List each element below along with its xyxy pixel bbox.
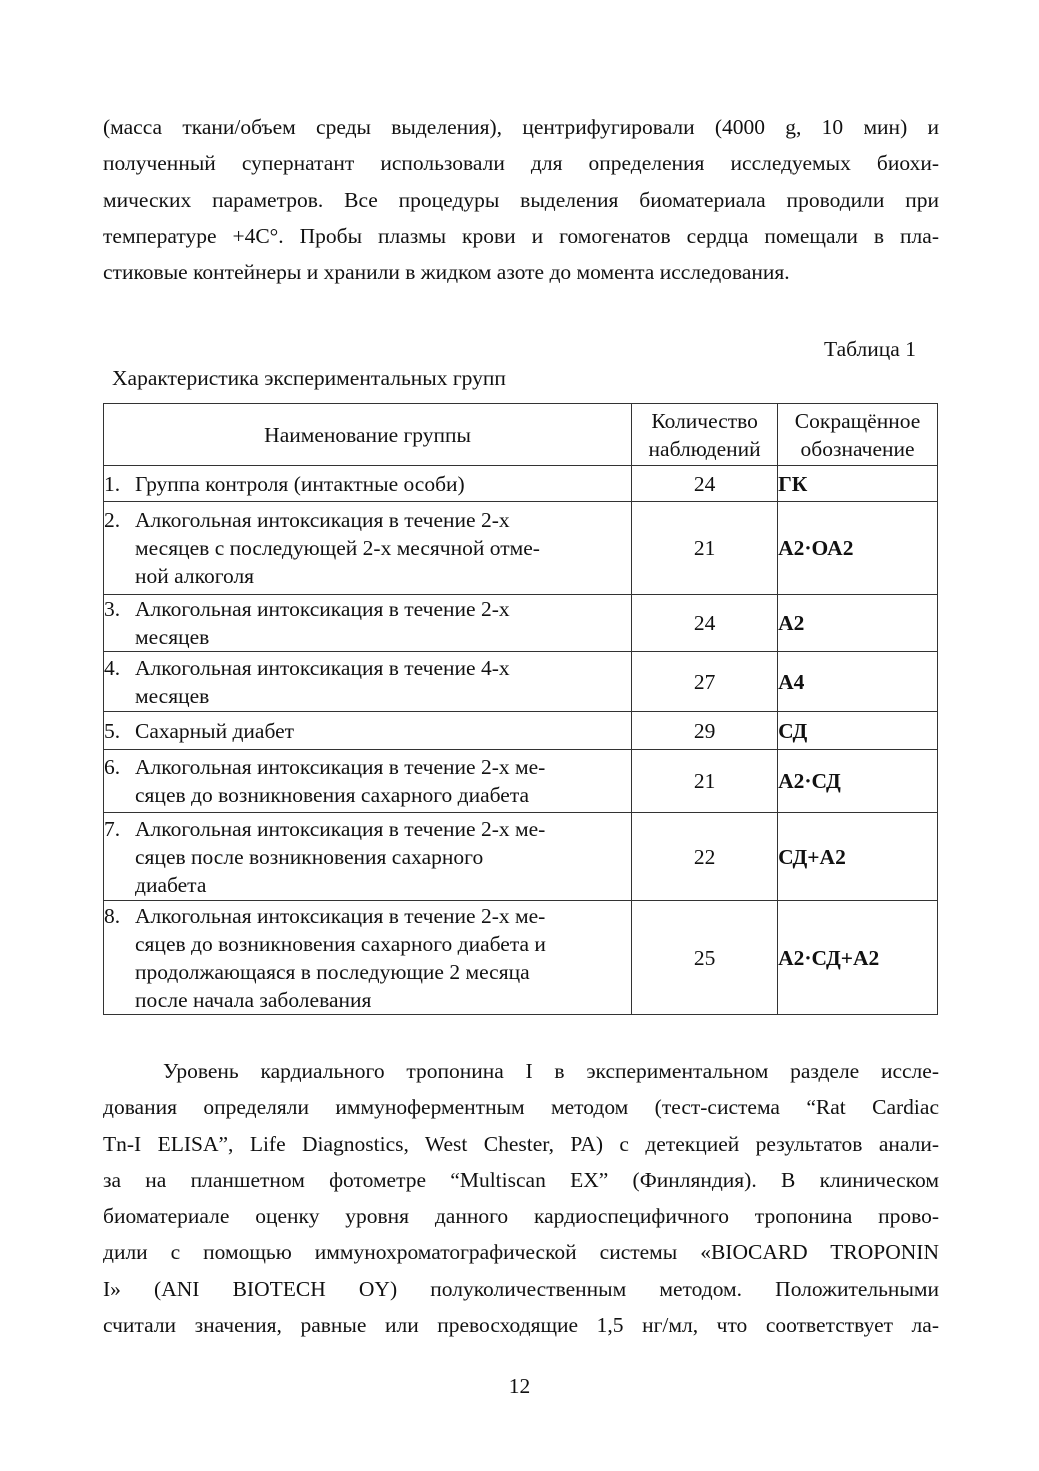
- observations-count: 21: [632, 750, 778, 813]
- group-name-line: ной алкоголя: [135, 564, 255, 588]
- header-count: [632, 404, 778, 466]
- group-name-line: Алкогольная интоксикация в течение 2-х ме-: [135, 816, 546, 841]
- group-name-cell: [104, 901, 632, 1015]
- observations-count: 24: [632, 595, 778, 652]
- header-abbr-line: Сокращённое: [794, 408, 921, 433]
- text-line: I» (ANI BIOTECH OY) полуколичественным методом. Положительными: [103, 1276, 939, 1301]
- paragraph-1: [103, 109, 939, 290]
- page-number: 12: [508, 1374, 531, 1398]
- table-row: [104, 466, 938, 502]
- text-line: считали значения, равные или превосходящие 1,5 нг/мл, что соответствует ла-: [103, 1313, 939, 1338]
- group-name-line: сяцев до возникновения сахарного диабета и: [135, 931, 546, 956]
- header-count-line: наблюдений: [648, 436, 761, 461]
- group-abbreviation: ГК: [778, 466, 938, 502]
- groups-table: [103, 403, 938, 1015]
- group-number: 4.: [104, 655, 121, 680]
- observations-count: 22: [632, 813, 778, 901]
- header-name: Наименование группы: [104, 404, 632, 466]
- group-name-cell: [104, 813, 632, 901]
- text-line: дили с помощью иммунохроматографической системы «BIOCARD TROPONIN: [103, 1240, 939, 1265]
- text-line: полученный супернатант использовали для определения исследуемых биохи-: [103, 151, 939, 176]
- group-number: 5.: [104, 718, 121, 743]
- text-line: мических параметров. Все процедуры выделения биоматериала проводили при: [103, 187, 939, 212]
- group-abbreviation: А2·ОА2: [778, 502, 938, 595]
- group-name-cell: [104, 595, 632, 652]
- group-number: 3.: [104, 597, 121, 621]
- group-name-line: Алкогольная интоксикация в течение 2-х: [135, 597, 510, 621]
- group-abbreviation: А2·СД+А2: [778, 901, 938, 1015]
- paragraph-2: [103, 1053, 939, 1343]
- text-line: биоматериале оценку уровня данного кардиоспецифичного тропонина прово-: [103, 1204, 939, 1229]
- text-line: Tn-I ELISA”, Life Diagnostics, West Chester, PA) с детекцией результатов анали-: [103, 1131, 939, 1156]
- text-line: за на планшетном фотометре “Multiscan EX” (Финляндия). В клиническом: [103, 1167, 939, 1192]
- header-abbr-line: обозначение: [800, 436, 915, 461]
- text-line: стиковые контейнеры и хранили в жидком азоте до момента исследования.: [103, 260, 790, 285]
- observations-count: 21: [632, 502, 778, 595]
- table-row: [104, 502, 938, 595]
- group-name-line: Алкогольная интоксикация в течение 4-х: [135, 655, 510, 680]
- group-number: 1.: [104, 471, 121, 496]
- text-line: (масса ткани/объем среды выделения), центрифугировали (4000 g, 10 мин) и: [103, 115, 939, 139]
- group-abbreviation: А4: [778, 652, 938, 712]
- table-row: [104, 901, 938, 1015]
- table-row: [104, 813, 938, 901]
- header-count-line: Количество: [651, 408, 758, 433]
- group-name-cell: [104, 466, 632, 502]
- table-number: Таблица 1: [824, 337, 916, 361]
- table-row: [104, 712, 938, 750]
- text-line: дования определяли иммуноферментным методом (тест-система “Rat Cardiac: [103, 1095, 939, 1120]
- table-caption: Характеристика экспериментальных групп: [112, 366, 506, 390]
- group-name-line: Алкогольная интоксикация в течение 2-х: [135, 508, 510, 532]
- group-abbreviation: СД: [778, 712, 938, 750]
- observations-count: 27: [632, 652, 778, 712]
- table-row: [104, 750, 938, 813]
- group-name-cell: [104, 712, 632, 750]
- table-header-row: [104, 404, 938, 466]
- group-name-line: Алкогольная интоксикация в течение 2-х ме-: [135, 903, 546, 928]
- group-abbreviation: А2·СД: [778, 750, 938, 813]
- group-name-line: Сахарный диабет: [135, 718, 295, 743]
- group-abbreviation: СД+А2: [778, 813, 938, 901]
- text-line: Уровень кардиального тропонина I в экспериментальном разделе иссле-: [163, 1059, 939, 1083]
- group-name-cell: [104, 502, 632, 595]
- group-name-line: Группа контроля (интактные особи): [135, 471, 465, 496]
- group-name-line: месяцев с последующей 2-х месячной отме-: [135, 536, 540, 560]
- group-name-cell: [104, 652, 632, 712]
- text-line: температуре +4С°. Пробы плазмы крови и гомогенатов сердца помещали в пла-: [103, 223, 939, 248]
- group-name-line: месяцев: [135, 625, 210, 649]
- group-number: 2.: [104, 508, 121, 532]
- header-abbr: [778, 404, 938, 466]
- observations-count: 29: [632, 712, 778, 750]
- group-name-line: после начала заболевания: [135, 987, 372, 1012]
- group-number: 7.: [104, 816, 121, 841]
- group-name-line: сяцев до возникновения сахарного диабета: [135, 783, 530, 807]
- group-name-line: сяцев после возникновения сахарного: [135, 844, 484, 869]
- table-row: [104, 652, 938, 712]
- group-abbreviation: А2: [778, 595, 938, 652]
- group-number: 6.: [104, 755, 121, 779]
- table-row: [104, 595, 938, 652]
- group-name-line: Алкогольная интоксикация в течение 2-х ме-: [135, 755, 546, 779]
- group-name-cell: [104, 750, 632, 813]
- group-name-line: продолжающаяся в последующие 2 месяца: [135, 959, 530, 984]
- observations-count: 24: [632, 466, 778, 502]
- group-name-line: диабета: [135, 872, 207, 897]
- group-number: 8.: [104, 903, 121, 928]
- observations-count: 25: [632, 901, 778, 1015]
- group-name-line: месяцев: [135, 683, 210, 708]
